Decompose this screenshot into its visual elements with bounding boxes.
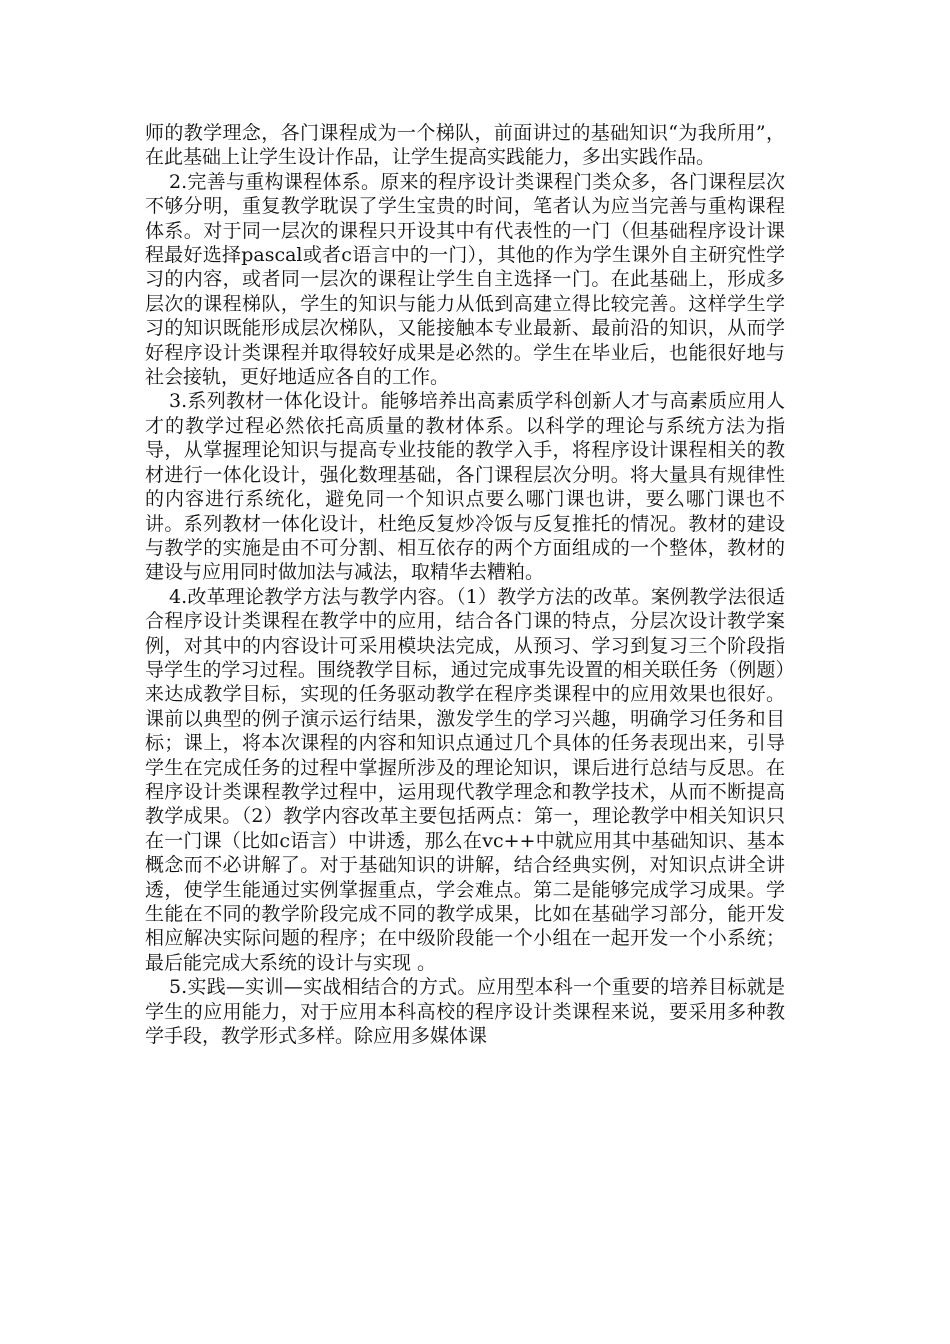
paragraph-continuation: 师的教学理念，各门课程成为一个梯队，前面讲过的基础知识“为我所用”，在此基础上让学生设计作品，让学生提高实践能力，多出实践作品。	[145, 122, 785, 169]
paragraph-practice-training: 5.实践—实训—实战相结合的方式。应用型本科一个重要的培养目标就是学生的应用能力，对于应用本科高校的程序设计类课程来说，要采用多种教学手段，教学形式多样。除应用多媒体课	[145, 976, 785, 1048]
paragraph-course-system: 2.完善与重构课程体系。原来的程序设计类课程门类众多，各门课程层次不够分明，重复教学耽误了学生宝贵的时间，笔者认为应当完善与重构课程体系。对于同一层次的课程只开设其中有代表性的一门（但基础程序设计课程最好选择pascal或者c语言中的一门），其他的作为学生课外自主研究性学习的内容，或者同一层次的课程让学生自主选择一门。在此基础上，形成多层次的课程梯队，学生的知识与能力从低到高建立得比较完善。这样学生学习的知识既能形成层次梯队，又能接触本专业最新、最前沿的知识，从而学好程序设计类课程并取得较好成果是必然的。学生在毕业后，也能很好地与社会接轨，更好地适应各自的工作。	[145, 170, 785, 389]
document-body	[145, 121, 785, 1048]
paragraph-textbook-design: 3.系列教材一体化设计。能够培养出高素质学科创新人才与高素质应用人才的教学过程必然依托高质量的教材体系。以科学的理论与系统方法为指导，从掌握理论知识与提高专业技能的教学入手，将程序设计课程相关的教材进行一体化设计，强化数理基础，各门课程层次分明。将大量具有规律性的内容进行系统化，避免同一个知识点要么哪门课也讲，要么哪门课也不讲。系列教材一体化设计，杜绝反复炒冷饭与反复推托的情况。教材的建设与教学的实施是由不可分割、相互依存的两个方面组成的一个整体，教材的建设与应用同时做加法与减法，取精华去糟粕。	[145, 390, 785, 584]
paragraph-teaching-reform: 4.改革理论教学方法与教学内容。（1）教学方法的改革。案例教学法很适合程序设计类课程在教学中的应用，结合各门课的特点，分层次设计教学案例，对其中的内容设计可采用模块法完成，从预习、学习到复习三个阶段指导学生的学习过程。围绕教学目标，通过完成事先设置的相关联任务（例题）来达成教学目标，实现的任务驱动教学在程序类课程中的应用效果也很好。课前以典型的例子演示运行结果，激发学生的学习兴趣，明确学习任务和目标；课上，将本次课程的内容和知识点通过几个具体的任务表现出来，引导学生在完成任务的过程中掌握所涉及的理论知识，课后进行总结与反思。在程序设计类课程教学过程中，运用现代教学理念和教学技术，从而不断提高教学成果。（2）教学内容改革主要包括两点：第一，理论教学中相关知识只在一门课（比如c语言）中讲透，那么在vc++中就应用其中基础知识、基本概念而不必讲解了。对于基础知识的讲解，结合经典实例，对知识点讲全讲透，使学生能通过实例掌握重点，学会难点。第二是能够完成学习成果。学生能在不同的教学阶段完成不同的教学成果，比如在基础学习部分，能开发相应解决实际问题的程序；在中级阶段能一个小组在一起开发一个小系统；最后能完成大系统的设计与实现 。	[145, 585, 785, 974]
